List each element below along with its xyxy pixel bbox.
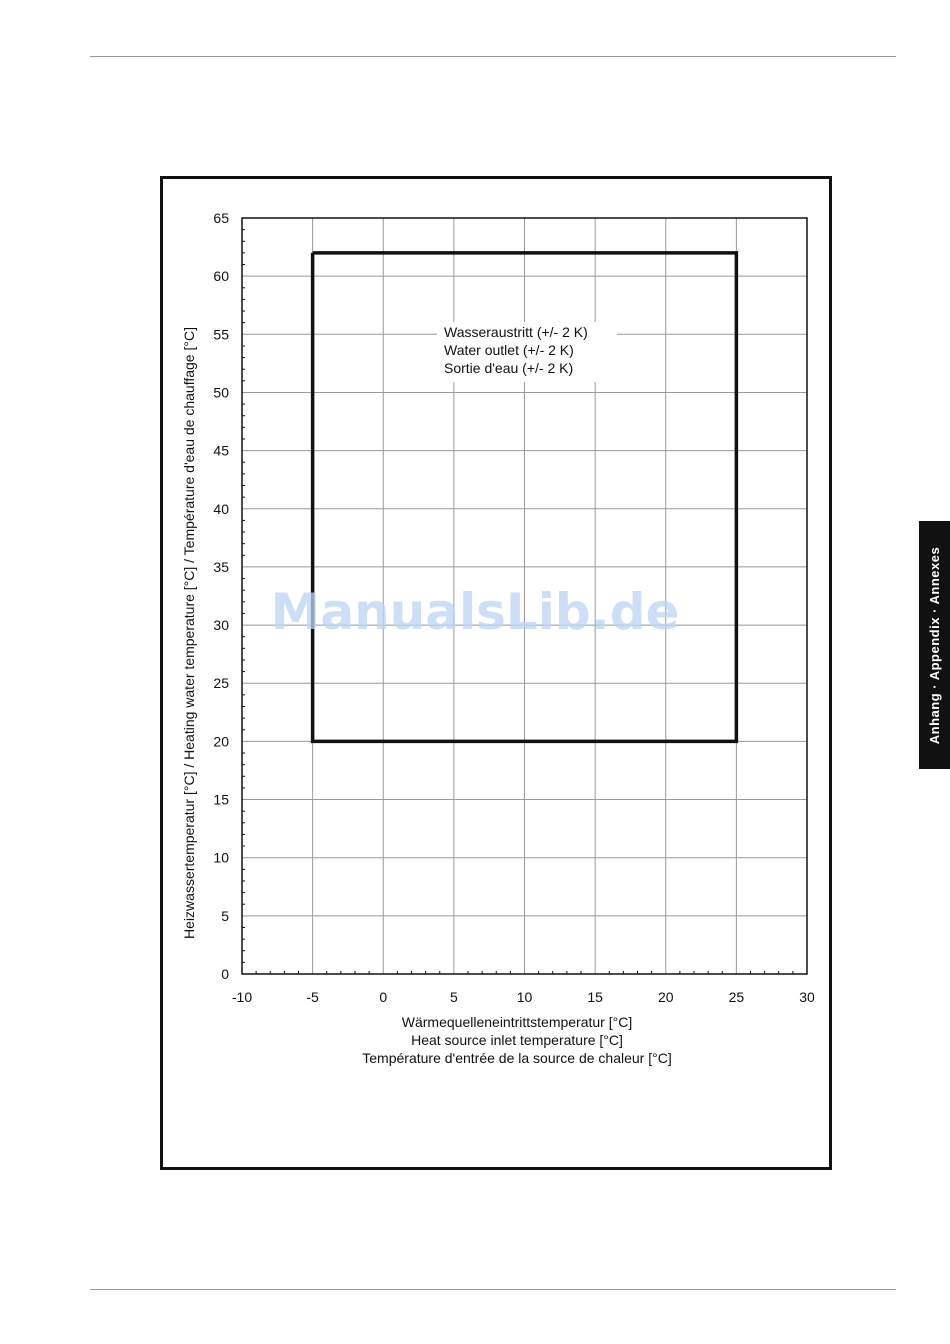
x-tick-label: 15 xyxy=(587,989,603,1005)
section-side-tab xyxy=(919,521,950,769)
annotation xyxy=(444,324,588,376)
y-tick-label: 35 xyxy=(213,558,229,575)
y-tick-label: 65 xyxy=(213,210,229,226)
side-tab-label: Anhang · Appendix · Annexes xyxy=(927,546,942,744)
x-tick-label: -5 xyxy=(306,989,319,1005)
x-axis-title-line: Heat source inlet temperature [°C] xyxy=(411,1032,623,1048)
y-tick-label: 0 xyxy=(221,966,229,982)
annotation-line: Wasseraustritt (+/- 2 K) xyxy=(444,324,588,340)
y-axis-title: Heizwassertemperatur [°C] / Heating water temperature [°C] / Température d'eau de chauffage [°C] xyxy=(181,327,197,939)
x-tick-label: 10 xyxy=(516,989,533,1005)
x-axis-title-line: Température d'entrée de la source de chaleur [°C] xyxy=(362,1050,672,1066)
x-tick-label: 30 xyxy=(799,989,815,1005)
y-tick-label: 10 xyxy=(213,849,229,866)
y-tick-label: 20 xyxy=(213,733,229,750)
x-tick-label: 0 xyxy=(379,989,388,1005)
y-tick-labels xyxy=(213,210,229,982)
y-tick-label: 15 xyxy=(213,791,229,808)
y-tick-label: 5 xyxy=(221,907,229,924)
y-tick-label: 30 xyxy=(213,617,229,634)
x-tick-label: 25 xyxy=(728,989,745,1005)
x-axis-title xyxy=(362,1014,671,1066)
watermark: ManualsLib.de xyxy=(270,583,680,641)
annotation-line: Water outlet (+/- 2 K) xyxy=(444,342,574,358)
y-tick-label: 45 xyxy=(213,442,229,459)
x-axis-title-line: Wärmequelleneintrittstemperatur [°C] xyxy=(401,1014,633,1030)
annotation-line: Sortie d'eau (+/- 2 K) xyxy=(444,360,574,376)
x-tick-label: 5 xyxy=(449,989,458,1005)
y-tick-label: 40 xyxy=(213,500,229,517)
y-tick-label: 25 xyxy=(213,675,229,692)
y-tick-label: 50 xyxy=(213,384,229,401)
y-tick-label: 55 xyxy=(213,326,229,343)
x-tick-label: -10 xyxy=(231,989,253,1005)
x-tick-labels xyxy=(232,989,815,1005)
x-tick-label: 20 xyxy=(657,989,674,1005)
y-tick-label: 60 xyxy=(213,268,229,285)
